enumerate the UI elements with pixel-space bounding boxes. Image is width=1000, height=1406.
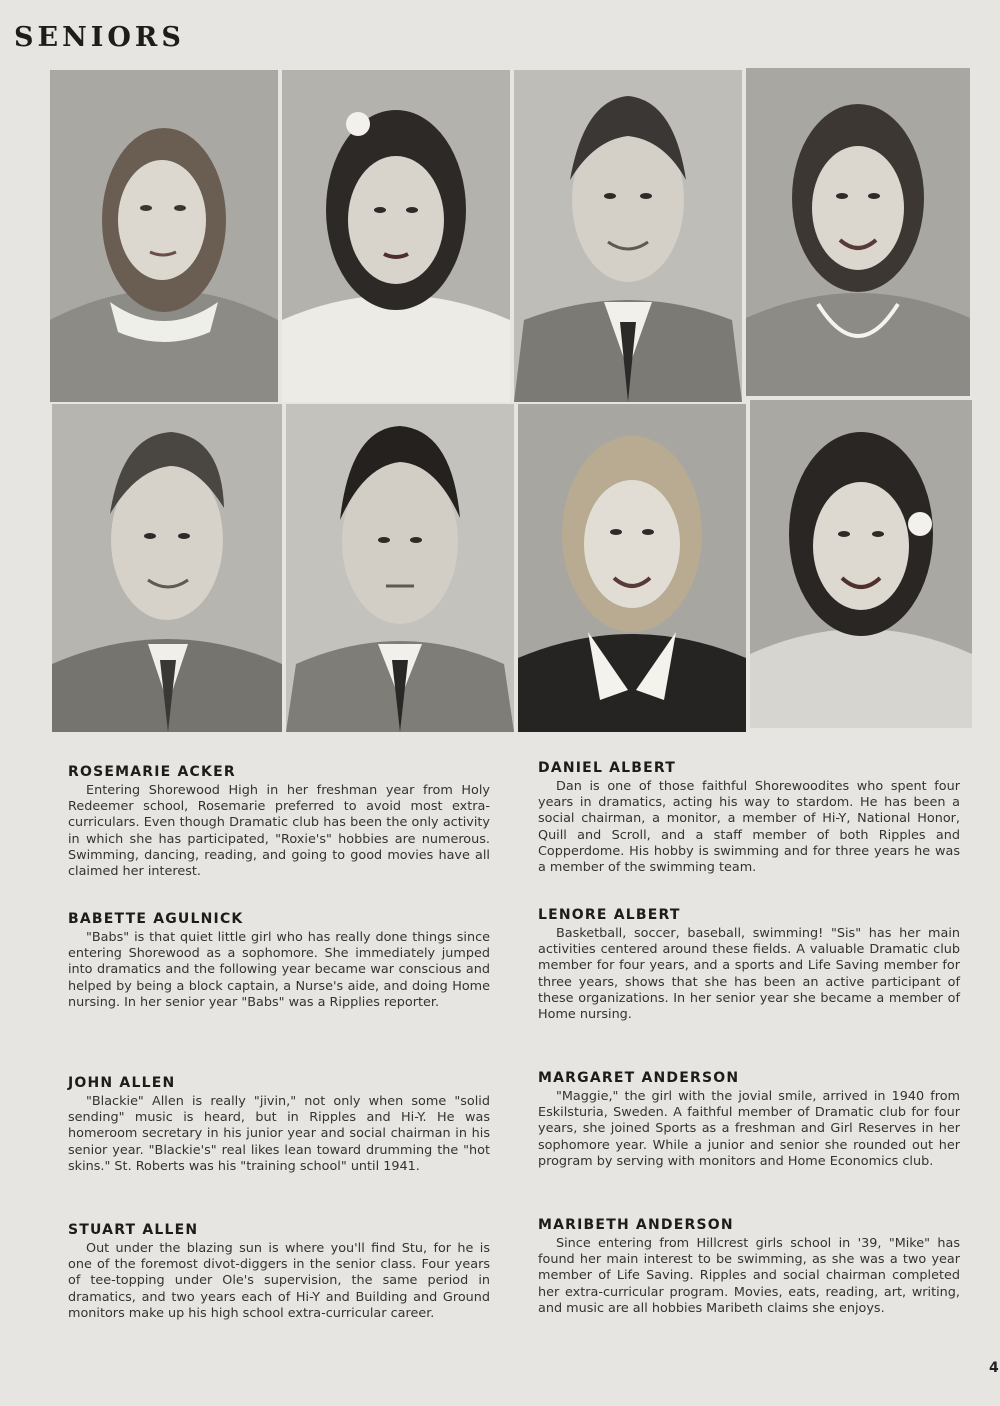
portrait-photo [286, 404, 514, 732]
senior-bio [68, 1075, 490, 1175]
portrait-photo [514, 70, 742, 402]
senior-name: JOHN ALLEN [68, 1075, 176, 1091]
senior-name: ROSEMARIE ACKER [68, 764, 236, 780]
senior-description: Entering Shorewood High in her freshman year from Holy Redeemer school, Rosemarie preferred to avoid most extra-curriculars. Even though Dramatic club has been the only activity in which she has participated, "Roxie's" hobbies are numerous. Swimming, dancing, reading, and going to good movies have all claimed her interest. [68, 783, 490, 880]
senior-description: "Maggie," the girl with the jovial smile, arrived in 1940 from Eskilsturia, Sweden. A faithful member of Dramatic club for four years, she joined Sports as a freshman and Girl Reserves in her sophomore year. While a junior and senior she rounded out her program by serving with monitors and Home Economics club. [538, 1089, 960, 1169]
senior-description: "Blackie" Allen is really "jivin," not only when some "solid sending" music is heard, but in Ripples and Hi-Y. He was homeroom secretary in his junior year and social chairman in his senior year. "Blackie's" real likes lean toward drumming the "hot skins." St. Roberts was his "training school" until 1941. [68, 1094, 490, 1174]
page-number: 4 [989, 1360, 999, 1376]
senior-bio [68, 911, 490, 1011]
portrait-photo [750, 400, 972, 728]
senior-name: MARGARET ANDERSON [538, 1070, 740, 1086]
senior-bio [538, 907, 960, 1023]
senior-bio [68, 764, 490, 880]
senior-description: Out under the blazing sun is where you'll find Stu, for he is one of the foremost divot-diggers in the senior class. Four years of tee-topping under Ole's supervision, the same period in dramatics, and two years each of Hi-Y and Building and Ground monitors make up his high school extra-curricular career. [68, 1241, 490, 1321]
portrait-grid [48, 66, 972, 732]
senior-bio [538, 1217, 960, 1317]
senior-name: LENORE ALBERT [538, 907, 681, 923]
senior-description: Since entering from Hillcrest girls school in '39, "Mike" has found her main interest to be swimming, as she was a two year member of Life Saving. Ripples and social chairman completed her extra-curricular program. Movies, eats, reading, art, writing, and music are all hobbies Maribeth claims she enjoys. [538, 1236, 960, 1316]
senior-bio [538, 760, 960, 876]
senior-description: Dan is one of those faithful Shorewoodites who spent four years in dramatics, acting his way to stardom. He has been a social chairman, a monitor, a member of Hi-Y, National Honor, Quill and Scroll, and a staff member of both Ripples and Copperdome. His hobby is swimming and for three years he was a member of the swimming team. [538, 779, 960, 876]
senior-name: STUART ALLEN [68, 1222, 199, 1238]
senior-bio [538, 1070, 960, 1170]
senior-name: DANIEL ALBERT [538, 760, 677, 776]
senior-name: MARIBETH ANDERSON [538, 1217, 734, 1233]
senior-bio [68, 1222, 490, 1322]
portrait-photo [282, 70, 510, 402]
portrait-photo [50, 70, 278, 402]
senior-name: BABETTE AGULNICK [68, 911, 244, 927]
portrait-photo [518, 404, 746, 732]
page-title: SENIORS [14, 22, 185, 53]
senior-description: Basketball, soccer, baseball, swimming! "Sis" has her main activities centered around these fields. A valuable Dramatic club member for four years, and a sports and Life Saving member for three years, shows that she has been an active participant of these organizations. In her senior year she became a member of Home nursing. [538, 926, 960, 1023]
senior-description: "Babs" is that quiet little girl who has really done things since entering Shorewood as a sophomore. She immediately jumped into dramatics and the following year became war conscious and helped by being a block captain, a Nurse's aide, and doing Home nursing. In her senior year "Babs" was a Ripplies reporter. [68, 930, 490, 1010]
portrait-photo [52, 404, 282, 732]
portrait-photo [746, 68, 970, 396]
